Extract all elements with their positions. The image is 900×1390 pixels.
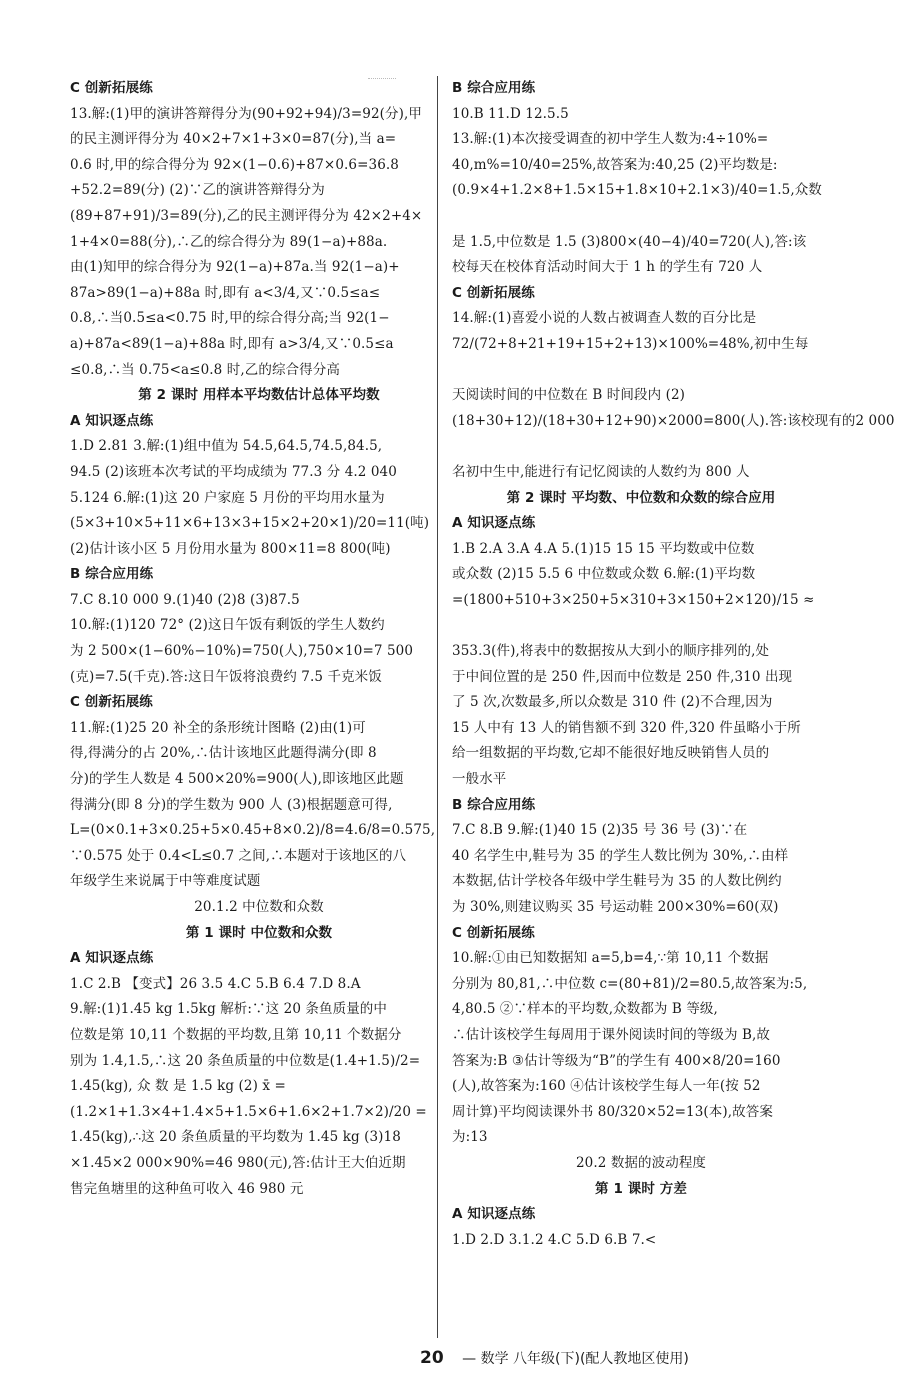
answer-line: 13.解:(1)本次接受调查的初中学生人数为:4÷10%=	[452, 131, 769, 148]
answer-line: 校每天在校体育活动时间大于 1 h 的学生有 720 人	[452, 259, 763, 276]
answer-line: 为 30%,则建议购买 35 号运动鞋 200×30%=60(双)	[452, 899, 779, 915]
answer-line: 5.124 6.解:(1)这 20 户家庭 5 月份的平均用水量为	[70, 489, 385, 506]
section-heading: B 综合应用练	[452, 80, 536, 96]
answer-line: 14.解:(1)喜爱小说的人数占被调查人数的百分比是	[452, 310, 757, 327]
answer-line: 了 5 次,次数最多,所以众数是 310 件 (2)不合理,因为	[452, 694, 773, 711]
answer-line: 周计算)平均阅读课外书 80/320×52=13(本),故答案	[452, 1103, 773, 1120]
section-heading: C 创新拓展练	[452, 924, 535, 941]
answer-line: 1.45(kg),∴这 20 条鱼质量的平均数为 1.45 kg (3)18	[70, 1129, 401, 1146]
section-heading: A 知识逐点练	[452, 515, 536, 532]
answer-line: 1+4×0=88(分),∴乙的综合得分为 89(1−a)+88a.	[70, 233, 388, 250]
answer-line: 年级学生来说属于中等难度试题	[70, 873, 261, 890]
answer-line: 353.3(件),将表中的数据按从大到小的顺序排列的,处	[452, 643, 770, 660]
answer-line: 40 名学生中,鞋号为 35 的学生人数比例为 30%,∴由样	[452, 847, 789, 864]
answer-line: (0.9×4+1.2×8+1.5×15+1.8×10+2.1×3)/40=1.5,众数	[452, 182, 822, 199]
left-column	[70, 76, 448, 1202]
answer-line	[452, 434, 830, 460]
page-number: 20	[420, 1348, 444, 1368]
answer-line: (1.2×1+1.3×4+1.4×5+1.5×6+1.6×2+1.7×2)/20 =	[70, 1103, 427, 1120]
answer-line: (89+87+91)/3=89(分),乙的民主测评得分为 42×2+4×	[70, 207, 423, 224]
answer-line: 售完鱼塘里的这种鱼可收入 46 980 元	[70, 1180, 304, 1197]
section-heading: A 知识逐点练	[452, 1206, 536, 1223]
answer-line: 一般水平	[452, 771, 507, 788]
footer-text: — 数学 八年级(下)(配人教地区使用)	[462, 1351, 689, 1367]
answer-line: a)+87a<89(1−a)+88a 时,即有 a>3/4,又∵0.5≤a	[70, 335, 394, 352]
answer-line	[452, 358, 830, 384]
answer-line: 给一组数据的平均数,它却不能很好地反映销售人员的	[452, 745, 770, 762]
answer-line: 9.解:(1)1.45 kg 1.5kg 解析:∵这 20 条鱼质量的中	[70, 1001, 388, 1018]
answer-line: =(1800+510+3×250+5×310+3×150+2×120)/15 ≈	[452, 591, 815, 608]
answer-line: 或众数 (2)15 5.5 6 中位数或众数 6.解:(1)平均数	[452, 566, 756, 583]
answer-line: ×1.45×2 000×90%=46 980(元),答:估计王大伯近期	[70, 1154, 406, 1171]
answer-line: 87a>89(1−a)+88a 时,即有 a<3/4,又∵0.5≤a≤	[70, 284, 381, 301]
answer-line: 15 人中有 13 人的销售额不到 320 件,320 件虽略小于所	[452, 719, 801, 736]
answer-line: 10.B 11.D 12.5.5	[452, 105, 569, 122]
answer-line: 由(1)知甲的综合得分为 92(1−a)+87a.当 92(1−a)+	[70, 259, 400, 276]
answer-line: +52.2=89(分) (2)∵乙的演讲答辩得分为	[70, 182, 325, 199]
section-heading: C 创新拓展练	[70, 80, 153, 96]
answer-line: 1.D 2.D 3.1.2 4.C 5.D 6.B 7.<	[452, 1231, 657, 1248]
section-heading: A 知识逐点练	[70, 950, 154, 967]
answer-line: (2)估计该小区 5 月份用水量为 800×11=8 800(吨)	[70, 540, 391, 557]
answer-line: 1.C 2.B 【变式】26 3.5 4.C 5.B 6.4 7.D 8.A	[70, 975, 361, 992]
answer-line: 1.45(kg), 众 数 是 1.5 kg (2) x̄ =	[70, 1078, 286, 1095]
page-footer	[420, 1348, 689, 1368]
answer-line: 得,得满分的占 20%,∴估计该地区此题得满分(即 8	[70, 745, 377, 762]
answer-line: (克)=7.5(千克).答:这日午饭将浪费约 7.5 千克米饭	[70, 668, 382, 685]
answer-line: 于中间位置的是 250 件,因而中位数是 250 件,310 出现	[452, 668, 793, 685]
answer-line: 1.D 2.81 3.解:(1)组中值为 54.5,64.5,74.5,84.5,	[70, 438, 383, 455]
column-divider	[437, 76, 438, 1338]
answer-line: 20.2 数据的波动程度	[575, 1154, 707, 1171]
section-heading: 第 2 课时 平均数、中位数和众数的综合应用	[506, 489, 776, 506]
answer-line: 10.解:①由已知数据知 a=5,b=4,∵第 10,11 个数据	[452, 950, 769, 967]
answer-line: ∴估计该校学生每周用于课外阅读时间的等级为 B,故	[452, 1026, 771, 1043]
answer-line: 的民主测评得分为 40×2+7×1+3×0=87(分),当 a=	[70, 131, 397, 148]
answer-line: 别为 1.4,1.5,∴这 20 条鱼质量的中位数是(1.4+1.5)/2=	[70, 1052, 421, 1069]
answer-line: (5×3+10×5+11×6+13×3+15×2+20×1)/20=11(吨)	[70, 515, 430, 532]
answer-line: 为:13	[452, 1129, 488, 1146]
answer-line	[452, 613, 830, 639]
answer-line: (18+30+12)/(18+30+12+90)×2000=800(人).答:该校现有的2 000	[452, 412, 895, 429]
answer-line: 40,m%=10/40=25%,故答案为:40,25 (2)平均数是:	[452, 156, 778, 173]
answer-line: ≤0.8,∴当 0.75<a≤0.8 时,乙的综合得分高	[70, 361, 340, 378]
answer-line: 10.解:(1)120 72° (2)这日午饭有剩饭的学生人数约	[70, 617, 385, 634]
answer-line: 72/(72+8+21+19+15+2+13)×100%=48%,初中生每	[452, 335, 809, 352]
section-heading: B 综合应用练	[70, 566, 154, 583]
answer-line: 94.5 (2)该班本次考试的平均成绩为 77.3 分 4.2 040	[70, 463, 397, 480]
answer-line: 13.解:(1)甲的演讲答辩得分为(90+92+94)/3=92(分),甲	[70, 105, 422, 122]
section-heading: C 创新拓展练	[70, 694, 153, 711]
answer-line: 分)的学生人数是 4 500×20%=900(人),即该地区此题	[70, 771, 404, 788]
answer-line: 0.6 时,甲的综合得分为 92×(1−0.6)+87×0.6=36.8	[70, 156, 399, 173]
section-heading: 第 1 课时 方差	[595, 1180, 687, 1197]
answer-line: 11.解:(1)25 20 补全的条形统计图略 (2)由(1)可	[70, 719, 366, 736]
answer-line: 7.C 8.B 9.解:(1)40 15 (2)35 号 36 号 (3)∵在	[452, 822, 748, 839]
answer-line: 本数据,估计学校各年级中学生鞋号为 35 的人数比例约	[452, 873, 782, 890]
answer-line: 7.C 8.10 000 9.(1)40 (2)8 (3)87.5	[70, 591, 300, 608]
answer-line: 天阅读时间的中位数在 B 时间段内 (2)	[452, 387, 686, 404]
section-heading: C 创新拓展练	[452, 284, 535, 301]
section-heading: B 综合应用练	[452, 796, 536, 813]
answer-line: 名初中生中,能进行有记忆阅读的人数约为 800 人	[452, 463, 750, 480]
right-column	[452, 76, 895, 1253]
answer-line: 得满分(即 8 分)的学生数为 900 人 (3)根据题意可得,	[70, 796, 393, 813]
answer-line: 4,80.5 ②∵样本的平均数,众数都为 B 等级,	[452, 1001, 718, 1018]
answer-line: 分别为 80,81,∴中位数 c=(80+81)/2=80.5,故答案为:5,	[452, 975, 808, 992]
section-heading: 第 1 课时 中位数和众数	[185, 924, 333, 941]
answer-line: 是 1.5,中位数是 1.5 (3)800×(40−4)/40=720(人),答:该	[452, 233, 807, 250]
section-heading: A 知识逐点练	[70, 412, 154, 429]
answer-line: 0.8,∴当0.5≤a<0.75 时,甲的综合得分高;当 92(1−	[70, 310, 390, 327]
answer-line: ∵0.575 处于 0.4<L≤0.7 之间,∴本题对于该地区的八	[70, 847, 407, 864]
answer-line: 答案为:B ③估计等级为“B”的学生有 400×8/20=160	[452, 1052, 781, 1069]
answer-line: 20.1.2 中位数和众数	[194, 899, 324, 915]
answer-line: 1.B 2.A 3.A 4.A 5.(1)15 15 15 平均数或中位数	[452, 540, 755, 557]
section-heading: 第 2 课时 用样本平均数估计总体平均数	[138, 387, 380, 404]
answer-line: 位数是第 10,11 个数据的平均数,且第 10,11 个数据分	[70, 1026, 402, 1043]
answer-line	[452, 204, 830, 230]
answer-line: (人),故答案为:160 ④估计该校学生每人一年(按 52	[452, 1078, 761, 1095]
answer-line: 为 2 500×(1−60%−10%)=750(人),750×10=7 500	[70, 643, 414, 660]
answer-line: L=(0×0.1+3×0.25+5×0.45+8×0.2)/8=4.6/8=0.575,	[70, 822, 436, 839]
